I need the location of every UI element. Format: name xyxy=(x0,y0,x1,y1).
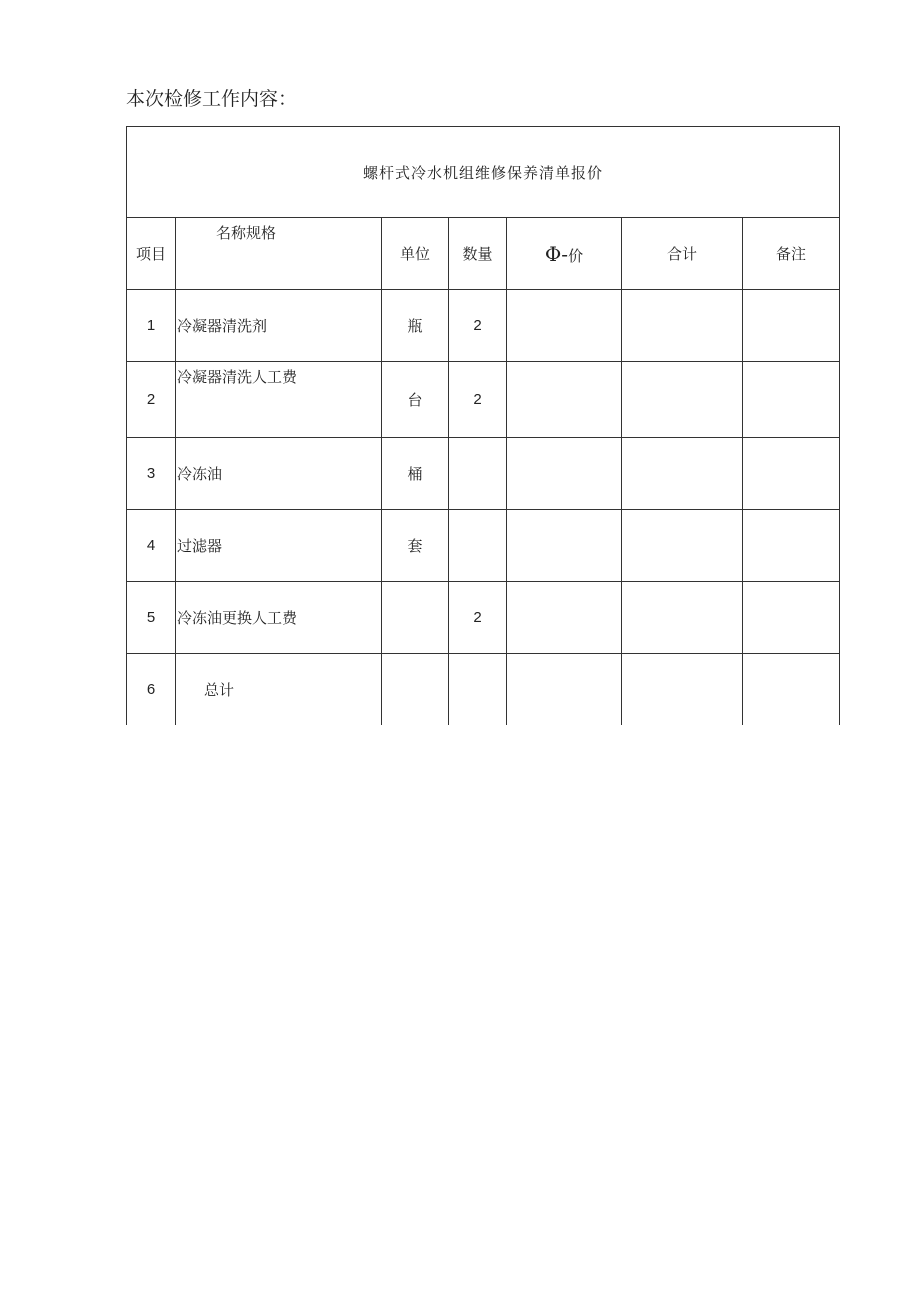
row-qty: 2 xyxy=(449,362,507,438)
table-row xyxy=(127,438,840,510)
header-unit: 单位 xyxy=(382,218,449,290)
row-note xyxy=(743,290,840,362)
row-number: 2 xyxy=(127,362,176,438)
row-total xyxy=(622,510,743,582)
row-note xyxy=(743,654,840,726)
header-price xyxy=(507,218,622,290)
row-note xyxy=(743,510,840,582)
row-name: 冷冻油 xyxy=(176,438,382,510)
table-row xyxy=(127,582,840,654)
row-number: 4 xyxy=(127,510,176,582)
row-price xyxy=(507,654,622,726)
row-qty xyxy=(449,654,507,726)
intro-heading: 本次检修工作内容： xyxy=(126,88,298,110)
row-name: 过滤器 xyxy=(176,510,382,582)
row-note xyxy=(743,438,840,510)
row-price xyxy=(507,510,622,582)
row-unit: 瓶 xyxy=(382,290,449,362)
row-qty: 2 xyxy=(449,290,507,362)
table-row xyxy=(127,290,840,362)
row-note xyxy=(743,582,840,654)
header-price-symbol: Φ- xyxy=(544,241,569,266)
table-row xyxy=(127,510,840,582)
row-unit xyxy=(382,654,449,726)
row-price xyxy=(507,582,622,654)
row-price xyxy=(507,290,622,362)
row-qty xyxy=(449,438,507,510)
row-unit: 台 xyxy=(382,362,449,438)
row-note xyxy=(743,362,840,438)
row-number: 1 xyxy=(127,290,176,362)
row-name: 冷凝器清洗人工费 xyxy=(176,362,382,438)
table-row xyxy=(127,362,840,438)
row-number: 3 xyxy=(127,438,176,510)
row-name: 冷凝器清洗剂 xyxy=(176,290,382,362)
header-item: 项目 xyxy=(127,218,176,290)
header-note: 备注 xyxy=(743,218,840,290)
row-name-cell xyxy=(176,654,382,726)
quotation-sheet xyxy=(126,126,839,726)
header-row xyxy=(127,218,840,290)
table-row-total xyxy=(127,654,840,726)
row-total xyxy=(622,582,743,654)
row-total xyxy=(622,438,743,510)
row-qty xyxy=(449,510,507,582)
header-name-cell xyxy=(176,218,382,290)
header-price-char: 价 xyxy=(568,246,584,265)
row-unit: 桶 xyxy=(382,438,449,510)
table-title: 螺杆式冷水机组维修保养清单报价 xyxy=(127,127,840,218)
row-name: 总计 xyxy=(204,681,235,699)
quotation-table xyxy=(126,126,840,725)
header-qty: 数量 xyxy=(449,218,507,290)
row-name: 冷冻油更换人工费 xyxy=(176,582,382,654)
row-total xyxy=(622,290,743,362)
row-price xyxy=(507,438,622,510)
row-qty: 2 xyxy=(449,582,507,654)
row-unit xyxy=(382,582,449,654)
row-total xyxy=(622,654,743,726)
header-name: 名称规格 xyxy=(216,224,277,242)
row-price xyxy=(507,362,622,438)
row-number: 6 xyxy=(127,654,176,726)
row-number: 5 xyxy=(127,582,176,654)
header-total: 合计 xyxy=(622,218,743,290)
row-total xyxy=(622,362,743,438)
row-unit: 套 xyxy=(382,510,449,582)
